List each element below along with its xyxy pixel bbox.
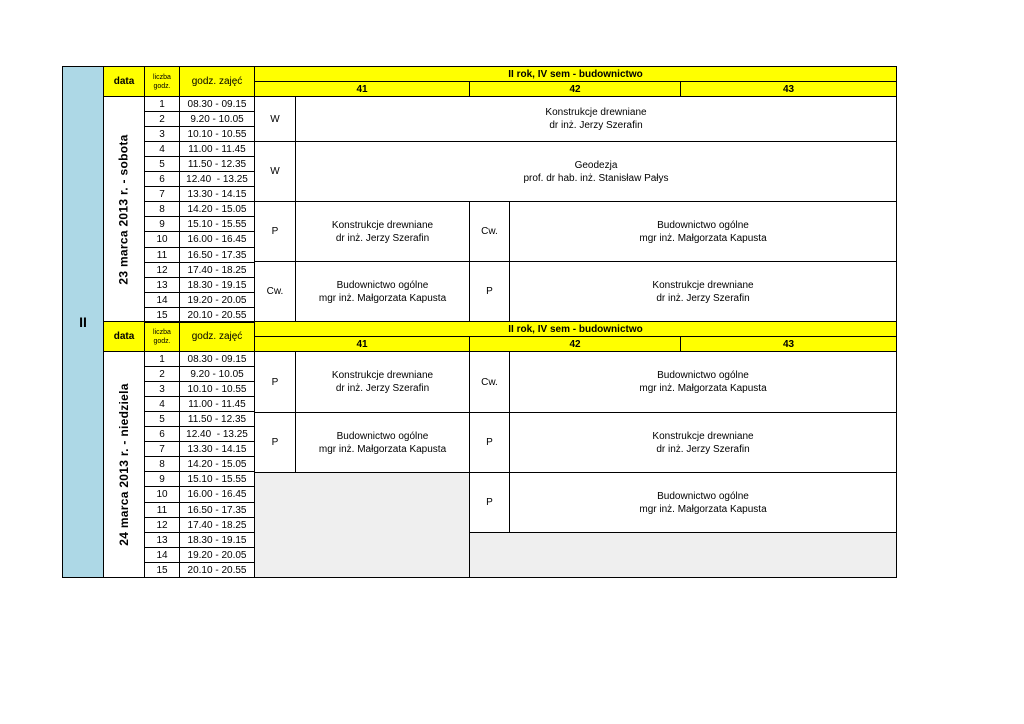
slot-time: 16.50 - 17.35 xyxy=(179,247,255,263)
course-title: II rok, IV sem - budownictwo xyxy=(254,321,897,337)
class-type: P xyxy=(254,201,296,262)
class-subject: Budownictwo ogólne xyxy=(657,490,749,502)
class-teacher: prof. dr hab. inż. Stanisław Pałys xyxy=(523,172,669,184)
class-type: P xyxy=(254,412,296,473)
day-label-text: 24 marca 2013 r. - niedziela xyxy=(116,383,131,546)
class-type: P xyxy=(469,261,510,322)
header-liczba-godz: liczba godz. xyxy=(144,66,180,97)
slot-number: 14 xyxy=(144,292,180,308)
slot-number: 15 xyxy=(144,307,180,323)
slot-number: 3 xyxy=(144,126,180,142)
slot-number: 4 xyxy=(144,396,180,412)
class-teacher: mgr inż. Małgorzata Kapusta xyxy=(318,292,447,304)
class-type: Cw. xyxy=(254,261,296,322)
empty-block xyxy=(469,532,897,578)
header-godz-zajec: godz. zajęć xyxy=(179,321,255,352)
slot-number: 5 xyxy=(144,156,180,172)
class-subject: Konstrukcje drewniane xyxy=(652,279,754,291)
day-label-saturday xyxy=(103,96,145,322)
slot-time: 17.40 - 18.25 xyxy=(179,517,255,533)
header-liczba-godz: liczba godz. xyxy=(144,321,180,352)
slot-time: 16.00 - 16.45 xyxy=(179,486,255,503)
slot-time: 20.10 - 20.55 xyxy=(179,562,255,578)
slot-number: 10 xyxy=(144,486,180,503)
slot-number: 2 xyxy=(144,366,180,382)
slot-number: 15 xyxy=(144,562,180,578)
class-type: W xyxy=(254,141,296,202)
class-teacher: dr inż. Jerzy Szerafin xyxy=(656,292,750,304)
class-teacher: mgr inż. Małgorzata Kapusta xyxy=(639,503,767,515)
slot-number: 13 xyxy=(144,277,180,293)
slot-number: 12 xyxy=(144,262,180,278)
slot-time: 9.20 - 10.05 xyxy=(179,366,255,382)
class-type: Cw. xyxy=(469,201,510,262)
class-teacher: mgr inż. Małgorzata Kapusta xyxy=(318,443,447,455)
class-subject: Budownictwo ogólne xyxy=(657,370,749,381)
slot-time: 16.00 - 16.45 xyxy=(179,231,255,248)
empty-block xyxy=(254,472,470,578)
class-type: P xyxy=(469,472,510,533)
group-42: 42 xyxy=(469,336,681,352)
group-43: 43 xyxy=(680,81,897,97)
slot-time: 11.50 - 12.35 xyxy=(179,156,255,172)
class-type: W xyxy=(254,96,296,142)
class-cell xyxy=(295,141,897,202)
course-title: II rok, IV sem - budownictwo xyxy=(254,66,897,82)
slot-number: 11 xyxy=(144,247,180,263)
class-cell xyxy=(509,351,897,413)
slot-time: 11.50 - 12.35 xyxy=(179,411,255,427)
slot-time: 16.50 - 17.35 xyxy=(179,502,255,518)
header-godz-zajec: godz. zajęć xyxy=(179,66,255,97)
slot-time: 08.30 - 09.15 xyxy=(179,96,255,112)
slot-time: 12.40 - 13.25 xyxy=(179,426,255,442)
slot-time: 13.30 - 14.15 xyxy=(179,441,255,457)
slot-time: 11.00 - 11.45 xyxy=(179,141,255,157)
slot-number: 2 xyxy=(144,111,180,127)
slot-time: 11.00 - 11.45 xyxy=(179,396,255,412)
group-43: 43 xyxy=(680,336,897,352)
slot-time: 15.10 - 15.55 xyxy=(179,216,255,232)
header-data: data xyxy=(103,321,145,352)
header-data: data xyxy=(103,66,145,97)
slot-number: 11 xyxy=(144,502,180,518)
slot-number: 3 xyxy=(144,381,180,397)
slot-time: 10.10 - 10.55 xyxy=(179,126,255,142)
slot-time: 08.30 - 09.15 xyxy=(179,351,255,367)
slot-time: 12.40 - 13.25 xyxy=(179,171,255,187)
class-teacher: dr inż. Jerzy Szerafin xyxy=(335,232,430,244)
slot-number: 5 xyxy=(144,411,180,427)
class-subject: Konstrukcje drewniane xyxy=(331,370,434,381)
slot-number: 4 xyxy=(144,141,180,157)
slot-number: 9 xyxy=(144,471,180,487)
class-teacher: dr inż. Jerzy Szerafin xyxy=(335,383,430,394)
class-type: P xyxy=(469,412,510,473)
class-cell xyxy=(295,351,470,413)
slot-time: 19.20 - 20.05 xyxy=(179,292,255,308)
slot-time: 19.20 - 20.05 xyxy=(179,547,255,563)
class-cell xyxy=(295,96,897,142)
slot-time: 17.40 - 18.25 xyxy=(179,262,255,278)
class-teacher: mgr inż. Małgorzata Kapusta xyxy=(639,232,767,244)
slot-number: 8 xyxy=(144,201,180,217)
slot-time: 20.10 - 20.55 xyxy=(179,307,255,323)
class-cell xyxy=(509,201,897,262)
slot-number: 8 xyxy=(144,456,180,472)
slot-number: 1 xyxy=(144,351,180,367)
slot-number: 6 xyxy=(144,171,180,187)
class-subject: Geodezja xyxy=(574,159,618,171)
slot-number: 1 xyxy=(144,96,180,112)
group-41: 41 xyxy=(254,81,470,97)
class-teacher: dr inż. Jerzy Szerafin xyxy=(656,443,750,455)
class-type: P xyxy=(254,351,296,413)
class-teacher: dr inż. Jerzy Szerafin xyxy=(549,120,643,131)
class-subject: Budownictwo ogólne xyxy=(336,279,429,291)
group-42: 42 xyxy=(469,81,681,97)
slot-time: 14.20 - 15.05 xyxy=(179,201,255,217)
slot-number: 14 xyxy=(144,547,180,563)
slot-number: 13 xyxy=(144,532,180,548)
slot-time: 9.20 - 10.05 xyxy=(179,111,255,127)
class-subject: Budownictwo ogólne xyxy=(336,430,429,442)
semester-cell: II xyxy=(62,66,104,578)
class-cell xyxy=(509,472,897,533)
class-cell xyxy=(509,412,897,473)
slot-number: 10 xyxy=(144,231,180,248)
group-41: 41 xyxy=(254,336,470,352)
class-cell xyxy=(295,201,470,262)
slot-number: 6 xyxy=(144,426,180,442)
class-subject: Konstrukcje drewniane xyxy=(545,107,647,118)
class-subject: Budownictwo ogólne xyxy=(657,219,749,231)
slot-time: 18.30 - 19.15 xyxy=(179,277,255,293)
day-label-text: 23 marca 2013 r. - sobota xyxy=(116,133,131,285)
slot-time: 15.10 - 15.55 xyxy=(179,471,255,487)
class-teacher: mgr inż. Małgorzata Kapusta xyxy=(639,383,767,394)
slot-time: 18.30 - 19.15 xyxy=(179,532,255,548)
slot-time: 14.20 - 15.05 xyxy=(179,456,255,472)
slot-number: 7 xyxy=(144,441,180,457)
slot-time: 10.10 - 10.55 xyxy=(179,381,255,397)
class-type: Cw. xyxy=(469,351,510,413)
slot-number: 7 xyxy=(144,186,180,202)
slot-number: 12 xyxy=(144,517,180,533)
class-subject: Konstrukcje drewniane xyxy=(331,219,434,231)
class-cell xyxy=(295,261,470,322)
class-cell xyxy=(295,412,470,473)
class-subject: Konstrukcje drewniane xyxy=(652,430,754,442)
slot-number: 9 xyxy=(144,216,180,232)
day-label-sunday xyxy=(103,351,145,578)
class-cell xyxy=(509,261,897,322)
slot-time: 13.30 - 14.15 xyxy=(179,186,255,202)
